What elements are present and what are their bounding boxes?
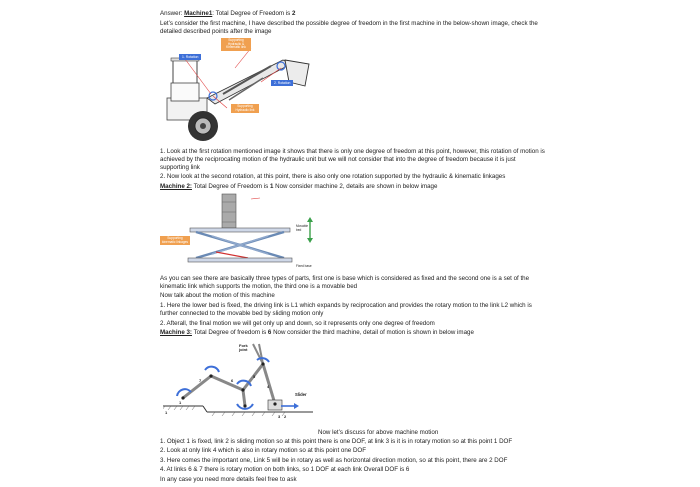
fig3-link-2: 2	[284, 414, 287, 419]
machine1-point-1: 1. Look at the first rotation mentioned image it shows that there is only one degree of freedom at this point, however, this rotation of motion is achieved by the reciprocating motion of the hydraulic unit but we will not consider that into the degree of freedom because it is just supporting link	[160, 148, 545, 172]
fig2-label-movable-bed: Movable bed	[296, 224, 309, 232]
fig3-link-5: 5	[253, 374, 256, 379]
fig1-label-rotation-2: 2. Rotation	[271, 80, 293, 86]
fig3-link-3: 3	[278, 414, 281, 419]
fig1-label-supporting-hydraulic: Supporting Hydraulic link	[231, 104, 259, 113]
machine2-point-1: 1. Here the lower bed is fixed, the driving link is L1 which expands by reciprocation and provides the rotary motion to the link L2 which is further connected to the movable bed by sliding motion only	[160, 302, 532, 318]
machine2-dof-value: 1	[269, 183, 274, 190]
fig3-label-fork-joint: Fork joint	[239, 343, 248, 353]
answer-line: Answer: Machine1: Total Degree of Freedom is 2	[160, 10, 296, 17]
fig3-link-7: 7	[199, 378, 202, 383]
machine1-dof-value: 2	[291, 10, 296, 17]
figure-loader-arm	[163, 38, 313, 144]
machine3-dof-value: 6	[267, 329, 272, 336]
fig3-label-slider: Slider	[295, 392, 307, 397]
figure-linkage	[163, 340, 323, 430]
fig3-link-6: 6	[231, 378, 234, 383]
machine1-point-2: 2. Now look at the second rotation, at this point, there is also only one rotation supported by the hydraulic & kinematic linkages	[160, 173, 506, 180]
fig1-label-supporting-hydraulic-kinematic: Supporting Hydraulic & Kinematic link	[221, 38, 251, 51]
fig3-link-4: 4	[267, 384, 270, 389]
machine1-label: Machine1	[184, 10, 213, 17]
machine3-point-3: 3. Here comes the important one, Link 5 will be in rotary as well as horizontal direction motion, so at this point, there are 2 DOF	[160, 457, 508, 464]
linkage-diagram	[163, 340, 323, 430]
intro-paragraph: Let’s consider the first machine, I have described the possible degree of freedom in the first machine in the below-shown image, check the detailed described points after the image	[160, 20, 538, 36]
fig3-link-1: 1	[179, 400, 182, 405]
fig1-label-rotation-1: 1. Rotation	[179, 54, 201, 60]
machine3-intro: Now let’s discuss for above machine motion	[318, 429, 439, 436]
machine3-heading: Machine 3: Total Degree of freedom is 6 Now consider the third machine, detail of motion is shown in below image	[160, 329, 474, 336]
machine2-paragraph-2: Now talk about the motion of this machine	[160, 292, 275, 299]
machine2-paragraph-1: As you can see there are basically three types of parts, first one is base which is considered as fixed and the second one is a set of the kinematic link which supports the motion, the third one is a movable bed	[160, 275, 530, 291]
machine2-point-2: 2. Afterall, the final motion we will get only up and down, so it represents only one degree of freedom	[160, 320, 435, 327]
fig2-label-supporting-kinematic: Supporting kinematic linkages	[161, 236, 189, 244]
machine3-point-1: 1. Object 1 is fixed, link 2 is sliding motion so at this point there is one DOF, at link 3 is it is in rotary motion so at this point 1 DOF	[160, 438, 513, 445]
machine3-point-2: 2. Look at only link 4 which is also in rotary motion so at this point one DOF	[160, 447, 367, 454]
closing-line: In any case you need more details feel free to ask	[160, 476, 297, 483]
fig3-ground-1: 1	[165, 410, 168, 415]
figure-scissor-lift	[160, 192, 320, 272]
machine2-heading: Machine 2: Total Degree of Freedom is 1 Now consider machine 2, details are shown in below image	[160, 183, 438, 190]
fig2-label-fixed-base: Fixed base	[296, 264, 312, 268]
machine3-point-4: 4. At links 6 & 7 there is rotary motion on both links, so 1 DOF at each link Overall DOF is 6	[160, 466, 410, 473]
